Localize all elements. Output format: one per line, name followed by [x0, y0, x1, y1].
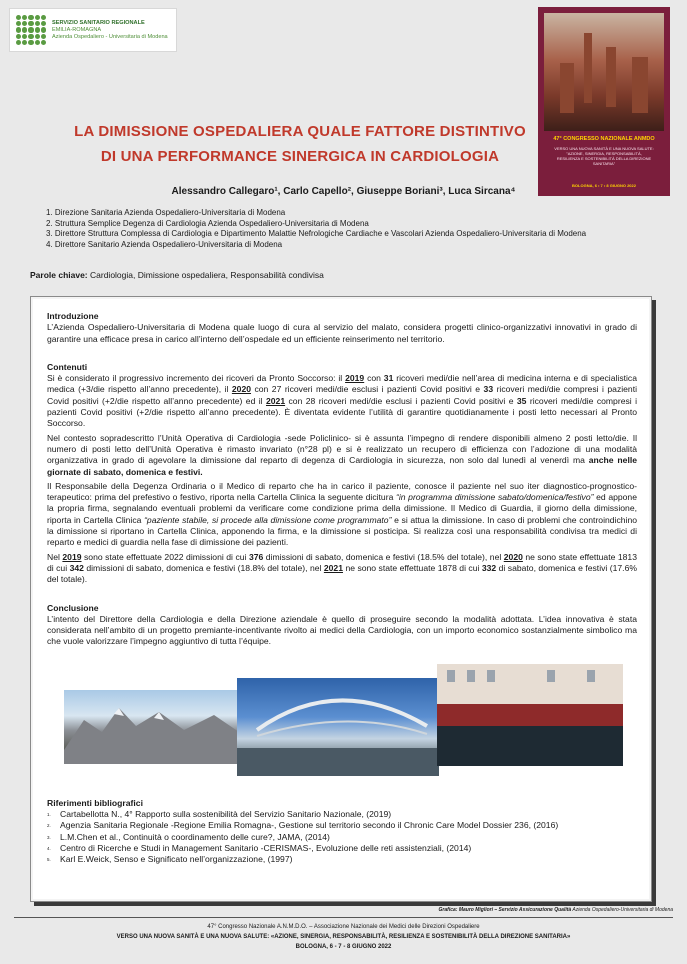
reference-item: 4. Centro di Ricerche e Studi in Management Sanitario -CERISMAS-, Evoluzione delle reti assistenziali, (2014) [47, 842, 472, 853]
logo-dots-icon [16, 15, 46, 45]
footer-divider [14, 917, 673, 918]
city-photo [544, 13, 664, 131]
poster-title: LA DIMISSIONE OSPEDALIERA QUALE FATTORE DISTINTIVO DI UNA PERFORMANCE SINERGICA IN CARDIOLOGIA [74, 123, 526, 165]
affiliation-item: 2. Struttura Semplice Degenza di Cardiologia Azienda Ospedaliero-Universitaria di Modena [46, 218, 369, 228]
affiliation-item: 4. Direttore Sanitario Azienda Ospedaliero-Universitaria di Modena [46, 239, 283, 249]
contenuti-paragraph-2: Nel contesto sopradescritto l’Unità Operativa di Cardiologia -sede Policlinico- si è assunta l’impegno di rendere disponibili almeno 2 posti letto/die. Il numero di posti letto dell’Unità Operativa è rimasto invariato (n°28 pl) e si è realizzato un recupero di efficienza con l’adozione di una modalità organizzativa in grado di agevolare la dimissione dal reparto di degenza di Cardiologia in sicurezza, non solo dal lunedì al venerdì ma anche nelle giornate di sabato, domenica e festivi. [47, 432, 637, 477]
keywords: Parole chiave: Cardiologia, Dimissione ospedaliera, Responsabilità condivisa [30, 270, 324, 280]
intro-heading: Introduzione [47, 311, 99, 321]
affiliation-item: 3. Direttore Struttura Complessa di Cardiologia e Dipartimento Malattie Nefrologiche Cardiache e Vascolari Azienda Ospedaliero-Universitaria di Modena [46, 229, 587, 238]
contenuti-paragraph-4: Nel 2019 sono state effettuate 2022 dimissioni di cui 376 dimissioni di sabato, domenica e festivi (18.5% del totale), nel 2020 ne sono state effettuate 1813 di cui 342 dimissioni di sabato, domenica e festivi (18.8% del totale), nel 2021 ne sono state effettuate 1878 di cui 332 di sabato, domenica e festivi (17.6% del totale). [47, 551, 637, 585]
cover-subtitle: VERSO UNA NUOVA SANITÀ E UNA NUOVA SALUTE: "AZIONE, SINERGIA, RESPONSABILITÀ, RESILIENZA E SOSTENIBILITÀ DELLA DIREZIONE SANITARIA" [554, 146, 654, 166]
references-list [47, 809, 637, 865]
main-content [47, 311, 637, 648]
logo-text [52, 20, 168, 41]
reference-item: 1. Cartabellotta N., 4° Rapporto sulla sostenibilità del Servizio Sanitario Nazionale, (2019) [47, 809, 392, 820]
intro-text: L’Azienda Ospedaliero-Universitaria di Modena quale luogo di cura al servizio del malato, considera progetti clinico-organizzativi innovativi in grado di garantire una efficace presa in carico all’interno dell’ospedale ed un efficiente reinserimento nel territorio. [47, 322, 637, 344]
logo-line1: SERVIZIO SANITARIO REGIONALE [52, 19, 145, 26]
reference-item: 3. L.M.Chen et al., Continuità o coordinamento delle cure?, JAMA, (2014) [47, 831, 330, 842]
conclusione-text: L’intento del Direttore della Cardiologia e della Direzione aziendale è quello di proseguire secondo la modalità adottata. L’idea innovativa è stata considerata nell’ambito di un progetto premiante-incentivante rivolto ai medici della Cardiologia, con un importo economico sostanzialmente simbolico ma che vuole valorizzare l’impegno aggiuntivo di tutta l’équipe. [47, 613, 637, 647]
contenuti-heading: Contenuti [47, 361, 88, 372]
logo-line3: Azienda Ospedaliero - Universitaria di Modena [52, 33, 168, 40]
bridge-photo [237, 678, 439, 776]
cover-title: 47° CONGRESSO NAZIONALE ANMDO [553, 136, 655, 142]
contenuti-paragraph-3: Il Responsabile della Degenza Ordinaria o il Medico di reparto che ha in carico il paziente, conosce il paziente nel suo iter diagnostico-prognostico-terapeutico: prima del prefestivo o festivo, riporta nella Cartella Clinica la seguente dicitura “in programma dimissione sabato/domenica/festivo” ed appone la propria firma, segnalando eventuali problemi da verificare come condizione prima della dimissione. Il Medico di Guardia, il giorno della dimissione, riporta in Cartella Clinica “paziente stabile, si procede alla dimissione come programmato” e si attua la dimissione. In caso di problemi che controindichino la dimissione si riportano in Cartella Clinica, apponendo la firma, e la dimissione si posticipa. Si realizza così una responsabilità condivisa tra medici di reparto e medici di guardia nella fase di dimissione dei pazienti. [47, 480, 638, 548]
mountain-photo [64, 690, 258, 764]
cover-date: BOLOGNA, 6 • 7 • 8 GIUGNO 2022 [572, 183, 636, 188]
affiliation-item: 1. Direzione Sanitaria Azienda Ospedaliero-Universitaria di Modena [46, 208, 286, 217]
reference-item: 2. Agenzia Sanitaria Regionale -Regione Emilia Romagna-, Gestione sul territorio secondo il Chronic Care Model Dossier 236, (2016) [47, 820, 559, 831]
footer-line3: BOLOGNA, 6 - 7 - 8 GIUGNO 2022 [295, 944, 392, 950]
affiliations [46, 208, 586, 250]
references-heading: Riferimenti bibliografici [47, 798, 143, 808]
footer-line2: VERSO UNA NUOVA SANITÀ E UNA NUOVA SALUTE: «AZIONE, SINERGIA, RESPONSABILITÀ, RESILIENZA E SOSTENIBILITÀ DELLA DIREZIONE SANITARIA» [116, 934, 571, 940]
reference-item: 5. Karl E.Weick, Senso e Significato nell’organizzazione, (1997) [47, 854, 293, 865]
references [47, 798, 637, 865]
graphics-credit: Grafica: Mauro Migliori – Servizio Assicurazione Qualità Azienda Ospedaliero-Universitaria di Modena [438, 907, 673, 913]
organization-logo [9, 8, 177, 52]
contenuti-paragraph-1: Si è considerato il progressivo incremento dei ricoveri da Pronto Soccorso: il 2019 con 31 ricoveri medi/die nell’area di medicina interna e di specialistica medica (+3/die rispetto all’anno precedente), il 2020 con 27 ricoveri medi/die esclusi i pazienti Covid positivi e 33 ricoveri medi/die compresi i pazienti Covid positivi (+2/die rispetto all’anno precedente) ed il 2021 con 28 ricoveri medi/die esclusi i pazienti Covid positivi e 35 ricoveri medi/die compresi i pazienti Covid positivi (+2/die rispetto all’anno precedente). È diventata evidente l’utilità di garantire quotidianamente i posti letto necessari al Pronto Soccorso. [47, 373, 638, 429]
authors: Alessandro Callegaro¹, Carlo Capello², Giuseppe Boriani³, Luca Sircana⁴ [171, 186, 516, 197]
logo-line2: EMILIA-ROMAGNA [52, 26, 102, 33]
conclusione-heading: Conclusione [47, 602, 99, 613]
street-crowd-photo [437, 664, 623, 766]
footer [0, 922, 687, 952]
footer-line1: 47° Congresso Nazionale A.N.M.D.O. – Associazione Nazionale dei Medici delle Direzioni Ospedaliere [207, 924, 480, 930]
